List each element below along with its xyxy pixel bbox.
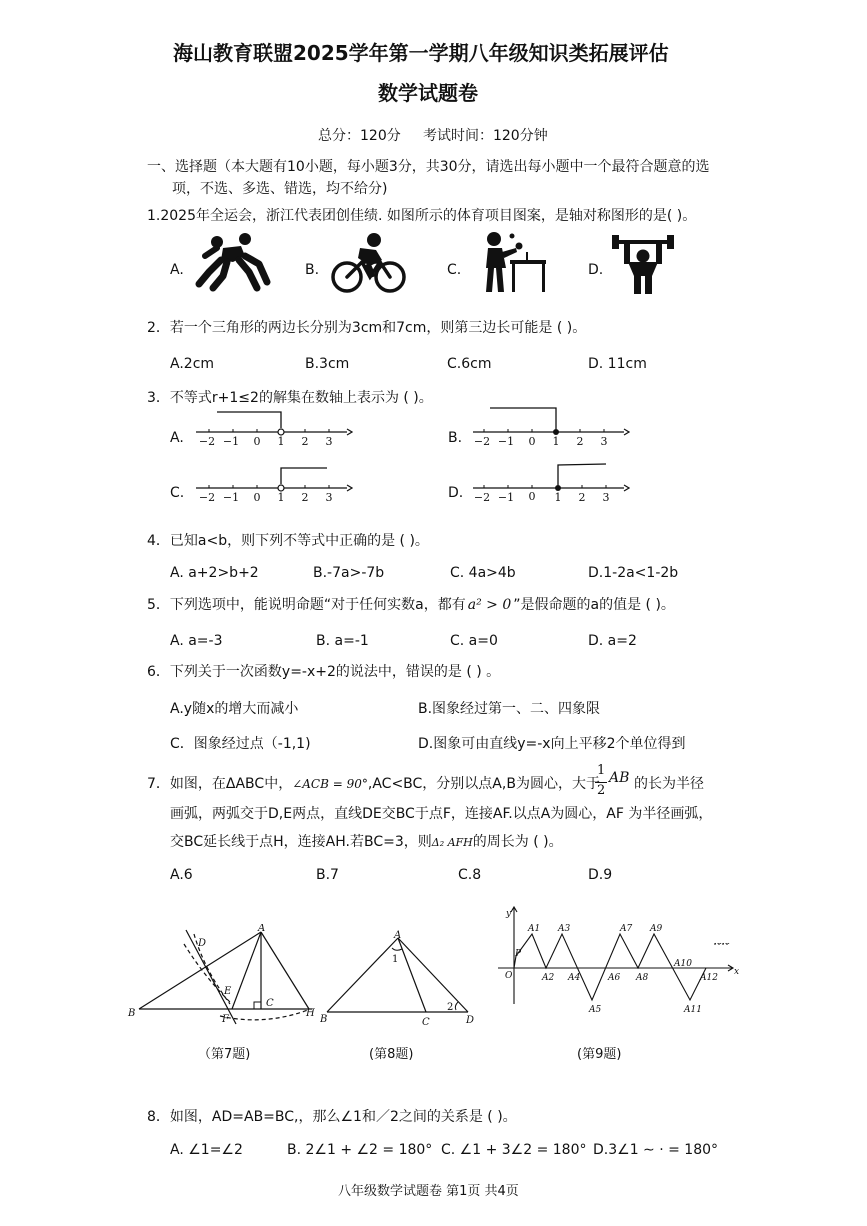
question-5-stem <box>147 594 675 614</box>
q5-option-c: C. a=0 <box>450 633 498 649</box>
figure-9-diagram <box>496 904 742 1016</box>
q7-option-c: C.8 <box>458 867 482 883</box>
question-1-stem: 1.2025年全运会，浙江代表团创佳绩. 如图所示的体育项目图案，是轴对称图形的是( )。 <box>147 208 697 224</box>
q3-option-a-label: A. <box>170 430 184 446</box>
point-label-f: F <box>222 1014 229 1025</box>
q2-option-d: D. 11cm <box>588 356 647 372</box>
tick-label: −1 <box>497 435 515 448</box>
number-line-d <box>470 458 630 506</box>
fraction-ab: AB <box>609 770 630 786</box>
point-label-a10: A10 <box>674 959 692 969</box>
q5-option-a: A. a=-3 <box>170 633 223 649</box>
tick-label: 1 <box>552 435 560 448</box>
point-label-c: C <box>422 1017 430 1028</box>
q4-option-a: A. a+2>b+2 <box>170 565 259 581</box>
q7-line1-mid: ,AC<BC，分别以点A,B为圆心，大于 <box>367 776 600 792</box>
point-label-a7: A7 <box>620 924 633 934</box>
angle-label-2: 2 <box>447 1002 454 1013</box>
section-heading: 一、选择题（本大题有10小题，每小题3分，共30分，请选出每小题中一个最符合题意的选 <box>147 159 710 175</box>
q7-fraction <box>592 765 634 801</box>
tick-label: 3 <box>600 435 608 448</box>
question-7-line-2: 画弧，两弧交于D,E两点，直线DE交BC于点F，连接AF.以点A为圆心，AF 为半径画弧， <box>170 806 713 822</box>
tick-label: −2 <box>473 491 491 504</box>
tick-label: −1 <box>222 491 240 504</box>
tick-label: 3 <box>602 491 610 504</box>
ellipsis: …… <box>714 937 730 946</box>
point-label-a9: A9 <box>650 924 663 934</box>
point-label-b: B <box>128 1008 136 1019</box>
point-label-a2: A2 <box>542 973 555 983</box>
q6-option-d: D.图象可由直线y=-x向上平移2个单位得到 <box>418 736 686 752</box>
figure-8-diagram <box>320 930 480 1030</box>
q5-stem-pre: 5．下列选项中，能说明命题“对于任何实数a，都有 <box>147 597 466 613</box>
fraction-numerator: 1 <box>597 763 606 778</box>
fraction-denominator: 2 <box>597 783 606 798</box>
weightlifting-icon <box>612 230 674 294</box>
point-label-d: D <box>198 938 207 949</box>
exam-meta: 总分：120分 考试时间：120分钟 <box>318 128 548 144</box>
question-7-line-1 <box>147 773 600 793</box>
question-6-stem: 6．下列关于一次函数y=-x+2的说法中，错误的是 ( ) 。 <box>147 664 501 680</box>
q3-option-b-label: B. <box>448 430 463 446</box>
tick-label: 2 <box>578 491 586 504</box>
q3-option-c-label: C. <box>170 485 185 501</box>
q6-option-b: B.图象经过第一、二、四象限 <box>418 701 601 717</box>
point-label-h: H <box>306 1008 315 1019</box>
q7-line1-pre: 7．如图，在ΔABC中， <box>147 776 293 792</box>
point-label-e: E <box>224 986 232 997</box>
q8-option-c: C. ∠1 + 3∠2 = 180° <box>441 1142 587 1158</box>
q4-option-d: D.1-2a<1-2b <box>588 565 679 581</box>
q8-option-a: A. ∠1=∠2 <box>170 1142 243 1158</box>
q7-triangle-math: Δ₂ AFH <box>431 836 473 849</box>
section-heading-cont: 项，不选、多选、错选，均不给分) <box>172 181 388 197</box>
point-label-a11: A11 <box>684 1005 702 1015</box>
question-7-line-3 <box>170 831 563 851</box>
number-line-a <box>193 408 353 450</box>
q8-option-b: B. 2∠1 + ∠2 = 180° <box>287 1142 433 1158</box>
tick-label: 3 <box>325 491 333 504</box>
q7-option-b: B.7 <box>316 867 339 883</box>
q2-option-a: A.2cm <box>170 356 215 372</box>
wrestling-icon <box>193 232 273 294</box>
axis-label-y: y <box>506 909 512 919</box>
q1-option-b-label: B. <box>305 262 320 278</box>
point-label-a1: A1 <box>528 924 541 934</box>
tick-label: −2 <box>198 491 216 504</box>
point-label-c: C <box>266 998 274 1009</box>
tick-label: 1 <box>277 435 285 448</box>
q7-line1-post: 的长为半径 <box>634 776 704 792</box>
table-tennis-icon <box>480 230 550 294</box>
point-label-p: P <box>515 949 522 959</box>
point-label-a5: A5 <box>589 1005 602 1015</box>
number-line-b <box>470 404 630 450</box>
tick-label: 2 <box>301 491 309 504</box>
figure-9-caption: (第9题) <box>577 1047 622 1062</box>
q5-option-b: B. a=-1 <box>316 633 369 649</box>
q5-stem-math: a² > 0 <box>467 597 512 613</box>
point-label-b: B <box>320 1014 328 1025</box>
point-label-a4: A4 <box>568 973 581 983</box>
question-2-stem: 2．若一个三角形的两边长分别为3cm和7cm，则第三边长可能是 ( )。 <box>147 320 587 336</box>
q4-option-b: B.-7a>-7b <box>313 565 385 581</box>
q4-option-c: C. 4a>4b <box>450 565 516 581</box>
page-title: 海山教育联盟2025学年第一学期八年级知识类拓展评估 <box>173 41 669 65</box>
q1-option-c-label: C. <box>447 262 462 278</box>
figure-7-diagram <box>124 924 324 1029</box>
question-8-stem: 8．如图，AD=AB=BC,，那么∠1和／2之间的关系是 ( )。 <box>147 1109 517 1125</box>
q2-option-c: C.6cm <box>447 356 492 372</box>
tick-label: 0 <box>253 491 261 504</box>
tick-label: −2 <box>198 435 216 448</box>
q6-option-a: A.y随x的增大而减小 <box>170 701 299 717</box>
point-label-a3: A3 <box>558 924 571 934</box>
q8-option-d: D.3∠1 ∼ · = 180° <box>593 1142 719 1158</box>
q7-angle-math: ∠ACB = 90° <box>292 777 368 791</box>
q6-option-c: C．图象经过点（-1,1) <box>170 736 311 752</box>
tick-label: 0 <box>528 435 536 448</box>
point-label-d: D <box>466 1015 475 1026</box>
tick-label: 2 <box>301 435 309 448</box>
tick-label: −1 <box>222 435 240 448</box>
q2-option-b: B.3cm <box>305 356 350 372</box>
question-4-stem: 4．已知a<b，则下列不等式中正确的是 ( )。 <box>147 533 429 549</box>
origin-label: O <box>505 971 513 981</box>
q1-option-d-label: D. <box>588 262 604 278</box>
tick-label: 3 <box>325 435 333 448</box>
q5-stem-post: ”是假命题的a的值是 ( )。 <box>513 597 675 613</box>
angle-label-1: 1 <box>392 954 399 965</box>
point-label-a8: A8 <box>636 973 649 983</box>
q5-option-d: D. a=2 <box>588 633 637 649</box>
q1-option-a-label: A. <box>170 262 184 278</box>
cycling-icon <box>330 232 408 296</box>
tick-label: −2 <box>473 435 491 448</box>
axis-label-x: x <box>734 967 740 977</box>
figure-8-caption: (第8题) <box>369 1047 414 1062</box>
point-label-a12: A12 <box>700 973 718 983</box>
q7-line3-post: 的周长为 ( )。 <box>472 834 563 850</box>
q7-option-d: D.9 <box>588 867 613 883</box>
point-label-a: A <box>258 924 266 934</box>
q7-option-a: A.6 <box>170 867 193 883</box>
tick-label: 0 <box>528 490 536 503</box>
page-footer: 八年级数学试题卷 第1页 共4页 <box>338 1184 519 1199</box>
question-3-stem: 3．不等式r+1≤2的解集在数轴上表示为 ( )。 <box>147 390 433 406</box>
q3-option-d-label: D. <box>448 485 464 501</box>
point-label-a: A <box>394 930 402 941</box>
tick-label: 2 <box>576 435 584 448</box>
tick-label: 1 <box>277 491 285 504</box>
point-label-a6: A6 <box>608 973 621 983</box>
number-line-c <box>193 462 353 506</box>
figure-7-caption: （第7题) <box>198 1047 251 1062</box>
tick-label: 1 <box>554 491 562 504</box>
q7-line3-pre: 交BC延长线于点H，连接AH.若BC=3，则 <box>170 834 432 850</box>
tick-label: 0 <box>253 435 261 448</box>
tick-label: −1 <box>497 491 515 504</box>
page-subtitle: 数学试题卷 <box>378 81 478 105</box>
